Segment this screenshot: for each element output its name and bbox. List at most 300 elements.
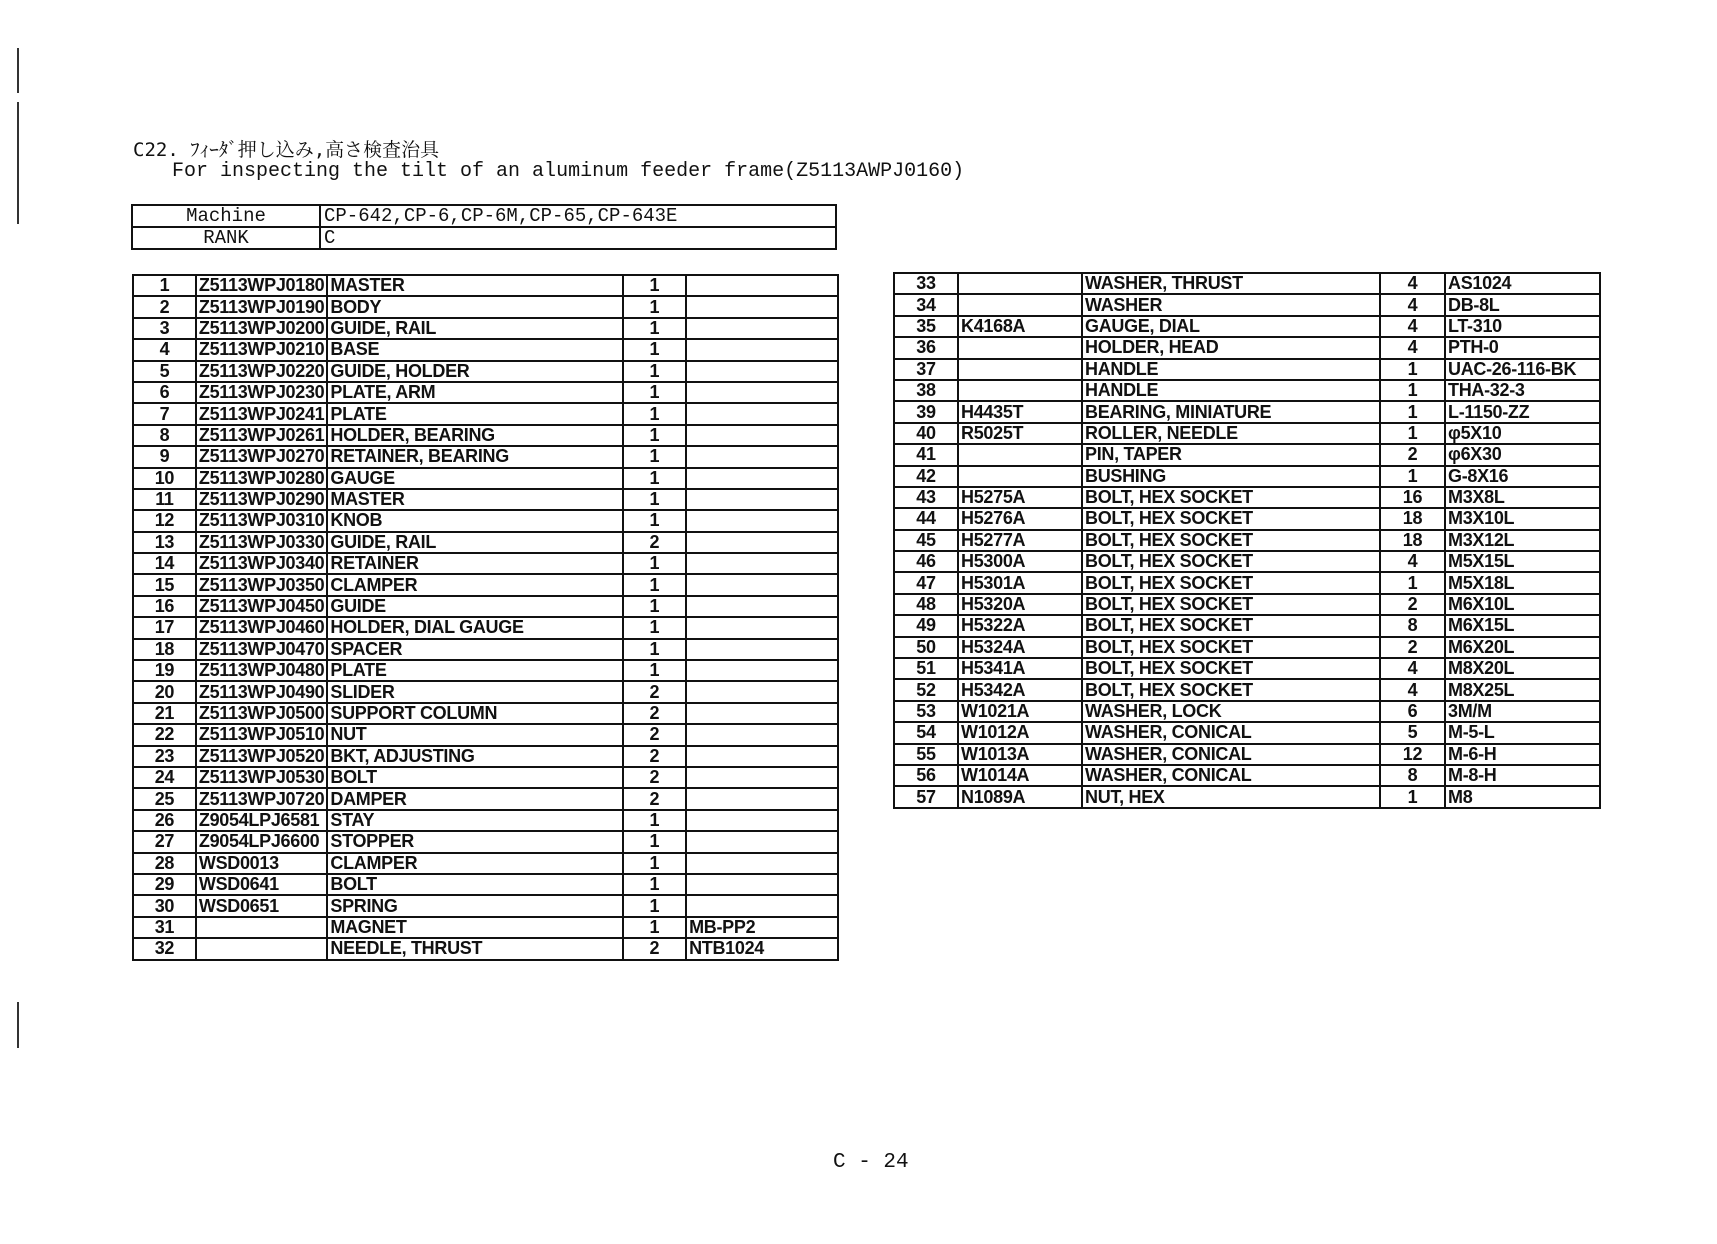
part-code-cell: H5322A [958,615,1082,636]
quantity-cell: 1 [623,446,687,467]
spec-cell [686,724,838,745]
part-name-cell: BOLT, HEX SOCKET [1082,615,1380,636]
table-row [133,553,838,574]
part-name-cell: GAUGE [327,468,622,489]
table-row [133,489,838,510]
spec-cell: PTH-0 [1445,337,1600,358]
item-number-cell: 14 [133,553,196,574]
part-code-cell [958,337,1082,358]
table-row [133,532,838,553]
table-row [133,446,838,467]
part-name-cell: DAMPER [327,788,622,809]
item-number-cell: 51 [894,658,958,679]
part-code-cell: Z5113WPJ0210 [196,339,328,360]
part-name-cell: BOLT, HEX SOCKET [1082,508,1380,529]
part-name-cell: PLATE [327,660,622,681]
part-code-cell: H5301A [958,572,1082,593]
part-code-cell: Z5113WPJ0340 [196,553,328,574]
table-row [133,318,838,339]
part-name-cell: SPRING [327,895,622,916]
table-row [133,596,838,617]
table-row [894,423,1600,444]
part-name-cell: HOLDER, DIAL GAUGE [327,617,622,638]
item-number-cell: 16 [133,596,196,617]
item-number-cell: 3 [133,318,196,339]
item-number-cell: 35 [894,316,958,337]
item-number-cell: 57 [894,786,958,807]
item-number-cell: 19 [133,660,196,681]
part-code-cell: Z5113WPJ0330 [196,532,328,553]
spec-cell: M8 [1445,786,1600,807]
spec-cell [686,703,838,724]
quantity-cell: 2 [623,938,687,959]
item-number-cell: 22 [133,724,196,745]
quantity-cell: 2 [623,724,687,745]
spec-cell: M-6-H [1445,744,1600,765]
item-number-cell: 52 [894,679,958,700]
table-row [894,786,1600,807]
table-row [133,938,838,959]
spec-cell [686,275,838,296]
quantity-cell: 1 [623,553,687,574]
quantity-cell: 1 [1380,466,1445,487]
part-code-cell: Z5113WPJ0480 [196,660,328,681]
quantity-cell: 1 [623,596,687,617]
table-row [894,294,1600,315]
part-code-cell: Z5113WPJ0450 [196,596,328,617]
spec-cell [686,596,838,617]
spec-cell [686,895,838,916]
spec-cell: M5X18L [1445,572,1600,593]
spec-cell: G-8X16 [1445,466,1600,487]
spec-cell [686,831,838,852]
item-number-cell: 28 [133,853,196,874]
part-name-cell: BOLT, HEX SOCKET [1082,679,1380,700]
part-code-cell: Z5113WPJ0290 [196,489,328,510]
item-number-cell: 39 [894,401,958,422]
part-code-cell: Z5113WPJ0190 [196,296,328,317]
part-name-cell: PIN, TAPER [1082,444,1380,465]
table-row [894,508,1600,529]
part-code-cell: Z5113WPJ0220 [196,361,328,382]
quantity-cell: 4 [1380,337,1445,358]
part-code-cell: Z5113WPJ0180 [196,275,328,296]
item-number-cell: 44 [894,508,958,529]
quantity-cell: 2 [623,703,687,724]
spec-cell: LT-310 [1445,316,1600,337]
part-code-cell: WSD0641 [196,874,328,895]
quantity-cell: 8 [1380,615,1445,636]
item-number-cell: 50 [894,637,958,658]
quantity-cell: 2 [623,532,687,553]
table-row [894,359,1600,380]
part-name-cell: GUIDE, RAIL [327,318,622,339]
rank-label: RANK [132,227,320,249]
part-code-cell: N1089A [958,786,1082,807]
spec-cell: UAC-26-116-BK [1445,359,1600,380]
item-number-cell: 48 [894,594,958,615]
left-margin-rule-bottom [17,1002,19,1048]
table-row [894,530,1600,551]
quantity-cell: 8 [1380,765,1445,786]
item-number-cell: 42 [894,466,958,487]
item-number-cell: 45 [894,530,958,551]
part-name-cell: WASHER, CONICAL [1082,765,1380,786]
item-number-cell: 20 [133,681,196,702]
item-number-cell: 15 [133,574,196,595]
item-number-cell: 17 [133,617,196,638]
table-row [133,874,838,895]
part-code-cell: Z5113WPJ0490 [196,681,328,702]
spec-cell: φ6X30 [1445,444,1600,465]
quantity-cell: 16 [1380,487,1445,508]
item-number-cell: 27 [133,831,196,852]
part-name-cell: BOLT, HEX SOCKET [1082,551,1380,572]
part-name-cell: BODY [327,296,622,317]
spec-cell: M6X10L [1445,594,1600,615]
part-name-cell: HANDLE [1082,380,1380,401]
part-code-cell: Z5113WPJ0530 [196,767,328,788]
quantity-cell: 2 [623,746,687,767]
spec-cell [686,468,838,489]
item-number-cell: 47 [894,572,958,593]
machine-value: CP-642,CP-6,CP-6M,CP-65,CP-643E [320,205,836,227]
table-row [133,574,838,595]
table-row [894,637,1600,658]
quantity-cell: 1 [623,831,687,852]
part-name-cell: MASTER [327,489,622,510]
quantity-cell: 4 [1380,316,1445,337]
part-name-cell: SLIDER [327,681,622,702]
part-name-cell: STOPPER [327,831,622,852]
part-name-cell: MAGNET [327,917,622,938]
spec-cell: M3X12L [1445,530,1600,551]
item-number-cell: 5 [133,361,196,382]
item-number-cell: 56 [894,765,958,786]
part-code-cell: R5025T [958,423,1082,444]
spec-cell [686,361,838,382]
part-code-cell: Z5113WPJ0510 [196,724,328,745]
table-row [133,660,838,681]
part-name-cell: SPACER [327,639,622,660]
part-code-cell: H4435T [958,401,1082,422]
part-code-cell: K4168A [958,316,1082,337]
quantity-cell: 18 [1380,530,1445,551]
part-name-cell: MASTER [327,275,622,296]
part-code-cell [958,444,1082,465]
part-code-cell: W1014A [958,765,1082,786]
part-code-cell: WSD0651 [196,895,328,916]
part-code-cell [958,380,1082,401]
part-code-cell: W1013A [958,744,1082,765]
spec-cell [686,489,838,510]
table-row [133,361,838,382]
quantity-cell: 2 [623,767,687,788]
item-number-cell: 43 [894,487,958,508]
quantity-cell: 18 [1380,508,1445,529]
part-name-cell: HANDLE [1082,359,1380,380]
spec-cell [686,810,838,831]
item-number-cell: 26 [133,810,196,831]
quantity-cell: 1 [623,639,687,660]
table-row [133,339,838,360]
table-row [894,487,1600,508]
item-number-cell: 49 [894,615,958,636]
spec-cell: M6X15L [1445,615,1600,636]
item-number-cell: 13 [133,532,196,553]
quantity-cell: 2 [623,788,687,809]
quantity-cell: 1 [623,361,687,382]
item-number-cell: 38 [894,380,958,401]
spec-cell: M6X20L [1445,637,1600,658]
quantity-cell: 1 [1380,380,1445,401]
part-name-cell: STAY [327,810,622,831]
spec-cell: L-1150-ZZ [1445,401,1600,422]
part-code-cell: H5275A [958,487,1082,508]
quantity-cell: 6 [1380,701,1445,722]
part-code-cell: Z5113WPJ0280 [196,468,328,489]
part-code-cell: H5277A [958,530,1082,551]
quantity-cell: 4 [1380,294,1445,315]
quantity-cell: 1 [623,382,687,403]
quantity-cell: 4 [1380,551,1445,572]
quantity-cell: 1 [623,425,687,446]
spec-cell [686,339,838,360]
part-code-cell: Z5113WPJ0310 [196,510,328,531]
part-code-cell: H5320A [958,594,1082,615]
part-code-cell: Z5113WPJ0470 [196,639,328,660]
item-number-cell: 41 [894,444,958,465]
spec-cell: M3X10L [1445,508,1600,529]
quantity-cell: 1 [623,810,687,831]
item-number-cell: 46 [894,551,958,572]
table-row [133,917,838,938]
table-row [894,337,1600,358]
item-number-cell: 24 [133,767,196,788]
spec-cell: MB-PP2 [686,917,838,938]
part-name-cell: NUT, HEX [1082,786,1380,807]
item-number-cell: 12 [133,510,196,531]
item-number-cell: 29 [133,874,196,895]
table-row [133,703,838,724]
spec-cell [686,532,838,553]
table-row [894,744,1600,765]
table-row [894,316,1600,337]
quantity-cell: 1 [623,874,687,895]
part-code-cell [958,359,1082,380]
table-row [133,275,838,296]
item-number-cell: 11 [133,489,196,510]
part-name-cell: PLATE, ARM [327,382,622,403]
part-name-cell: BOLT [327,767,622,788]
page-number: C - 24 [833,1151,909,1174]
part-name-cell: GUIDE, HOLDER [327,361,622,382]
part-name-cell: BUSHING [1082,466,1380,487]
item-number-cell: 53 [894,701,958,722]
item-number-cell: 23 [133,746,196,767]
parts-table-left [132,274,839,961]
part-name-cell: BOLT, HEX SOCKET [1082,658,1380,679]
part-code-cell: Z5113WPJ0350 [196,574,328,595]
item-number-cell: 2 [133,296,196,317]
spec-cell: φ5X10 [1445,423,1600,444]
part-name-cell: WASHER, THRUST [1082,273,1380,294]
table-row [894,722,1600,743]
part-code-cell: Z5113WPJ0230 [196,382,328,403]
machine-info-table [131,204,837,250]
table-row [894,380,1600,401]
parts-table-right [893,272,1601,809]
quantity-cell: 2 [623,681,687,702]
part-name-cell: BOLT, HEX SOCKET [1082,530,1380,551]
quantity-cell: 1 [623,853,687,874]
part-name-cell: CLAMPER [327,853,622,874]
table-row [894,765,1600,786]
part-code-cell: Z5113WPJ0261 [196,425,328,446]
part-name-cell: BKT, ADJUSTING [327,746,622,767]
quantity-cell: 2 [1380,444,1445,465]
spec-cell [686,681,838,702]
part-name-cell: CLAMPER [327,574,622,595]
table-row [133,810,838,831]
part-code-cell: Z5113WPJ0200 [196,318,328,339]
spec-cell [686,853,838,874]
part-code-cell [958,273,1082,294]
part-name-cell: RETAINER [327,553,622,574]
spec-cell: DB-8L [1445,294,1600,315]
section-title-japanese: C22. ﾌｨｰﾀﾞ押し込み,高さ検査治具 [133,139,440,161]
quantity-cell: 1 [623,468,687,489]
quantity-cell: 1 [623,895,687,916]
part-code-cell: H5276A [958,508,1082,529]
spec-cell [686,510,838,531]
part-name-cell: BOLT, HEX SOCKET [1082,572,1380,593]
spec-cell [686,574,838,595]
item-number-cell: 37 [894,359,958,380]
table-row [894,466,1600,487]
quantity-cell: 1 [623,617,687,638]
table-row [894,401,1600,422]
quantity-cell: 4 [1380,273,1445,294]
part-name-cell: KNOB [327,510,622,531]
part-name-cell: BASE [327,339,622,360]
part-name-cell: BOLT, HEX SOCKET [1082,594,1380,615]
part-name-cell: HOLDER, BEARING [327,425,622,446]
table-row [133,296,838,317]
spec-cell [686,553,838,574]
spec-cell [686,425,838,446]
part-code-cell: Z5113WPJ0720 [196,788,328,809]
quantity-cell: 1 [623,339,687,360]
table-row [133,639,838,660]
part-code-cell: Z9054LPJ6581 [196,810,328,831]
item-number-cell: 34 [894,294,958,315]
table-row [133,767,838,788]
spec-cell: 3M/M [1445,701,1600,722]
part-code-cell: Z9054LPJ6600 [196,831,328,852]
part-name-cell: HOLDER, HEAD [1082,337,1380,358]
part-name-cell: BOLT, HEX SOCKET [1082,637,1380,658]
table-row [133,382,838,403]
section-title-english: For inspecting the tilt of an aluminum feeder frame(Z5113AWPJ0160) [172,160,965,183]
part-code-cell: Z5113WPJ0460 [196,617,328,638]
spec-cell [686,746,838,767]
rank-row [132,227,836,249]
table-row [133,853,838,874]
item-number-cell: 4 [133,339,196,360]
spec-cell: NTB1024 [686,938,838,959]
part-name-cell: BEARING, MINIATURE [1082,401,1380,422]
part-name-cell: WASHER, CONICAL [1082,722,1380,743]
part-code-cell: H5341A [958,658,1082,679]
part-name-cell: PLATE [327,403,622,424]
part-name-cell: GUIDE [327,596,622,617]
item-number-cell: 55 [894,744,958,765]
spec-cell [686,318,838,339]
table-row [133,510,838,531]
quantity-cell: 12 [1380,744,1445,765]
part-name-cell: GAUGE, DIAL [1082,316,1380,337]
quantity-cell: 1 [1380,786,1445,807]
part-code-cell: H5300A [958,551,1082,572]
part-name-cell: SUPPORT COLUMN [327,703,622,724]
part-name-cell: ROLLER, NEEDLE [1082,423,1380,444]
table-row [133,468,838,489]
part-code-cell: Z5113WPJ0241 [196,403,328,424]
quantity-cell: 2 [1380,637,1445,658]
quantity-cell: 1 [623,510,687,531]
part-name-cell: NEEDLE, THRUST [327,938,622,959]
left-margin-rule-mid [17,102,19,224]
item-number-cell: 10 [133,468,196,489]
spec-cell: M8X20L [1445,658,1600,679]
quantity-cell: 4 [1380,679,1445,700]
spec-cell [686,403,838,424]
quantity-cell: 1 [623,574,687,595]
part-code-cell [196,917,328,938]
table-row [133,425,838,446]
table-row [133,724,838,745]
quantity-cell: 2 [1380,594,1445,615]
part-name-cell: NUT [327,724,622,745]
spec-cell: M5X15L [1445,551,1600,572]
table-row [133,831,838,852]
item-number-cell: 33 [894,273,958,294]
table-row [133,788,838,809]
quantity-cell: 1 [1380,359,1445,380]
part-code-cell: Z5113WPJ0270 [196,446,328,467]
quantity-cell: 1 [1380,572,1445,593]
part-name-cell: RETAINER, BEARING [327,446,622,467]
quantity-cell: 1 [623,660,687,681]
spec-cell [686,617,838,638]
quantity-cell: 4 [1380,658,1445,679]
item-number-cell: 54 [894,722,958,743]
item-number-cell: 30 [133,895,196,916]
machine-row [132,205,836,227]
part-name-cell: GUIDE, RAIL [327,532,622,553]
spec-cell: M3X8L [1445,487,1600,508]
table-row [133,617,838,638]
part-name-cell: WASHER [1082,294,1380,315]
part-code-cell: W1012A [958,722,1082,743]
spec-cell [686,382,838,403]
item-number-cell: 25 [133,788,196,809]
rank-value: C [320,227,836,249]
item-number-cell: 21 [133,703,196,724]
item-number-cell: 1 [133,275,196,296]
item-number-cell: 18 [133,639,196,660]
